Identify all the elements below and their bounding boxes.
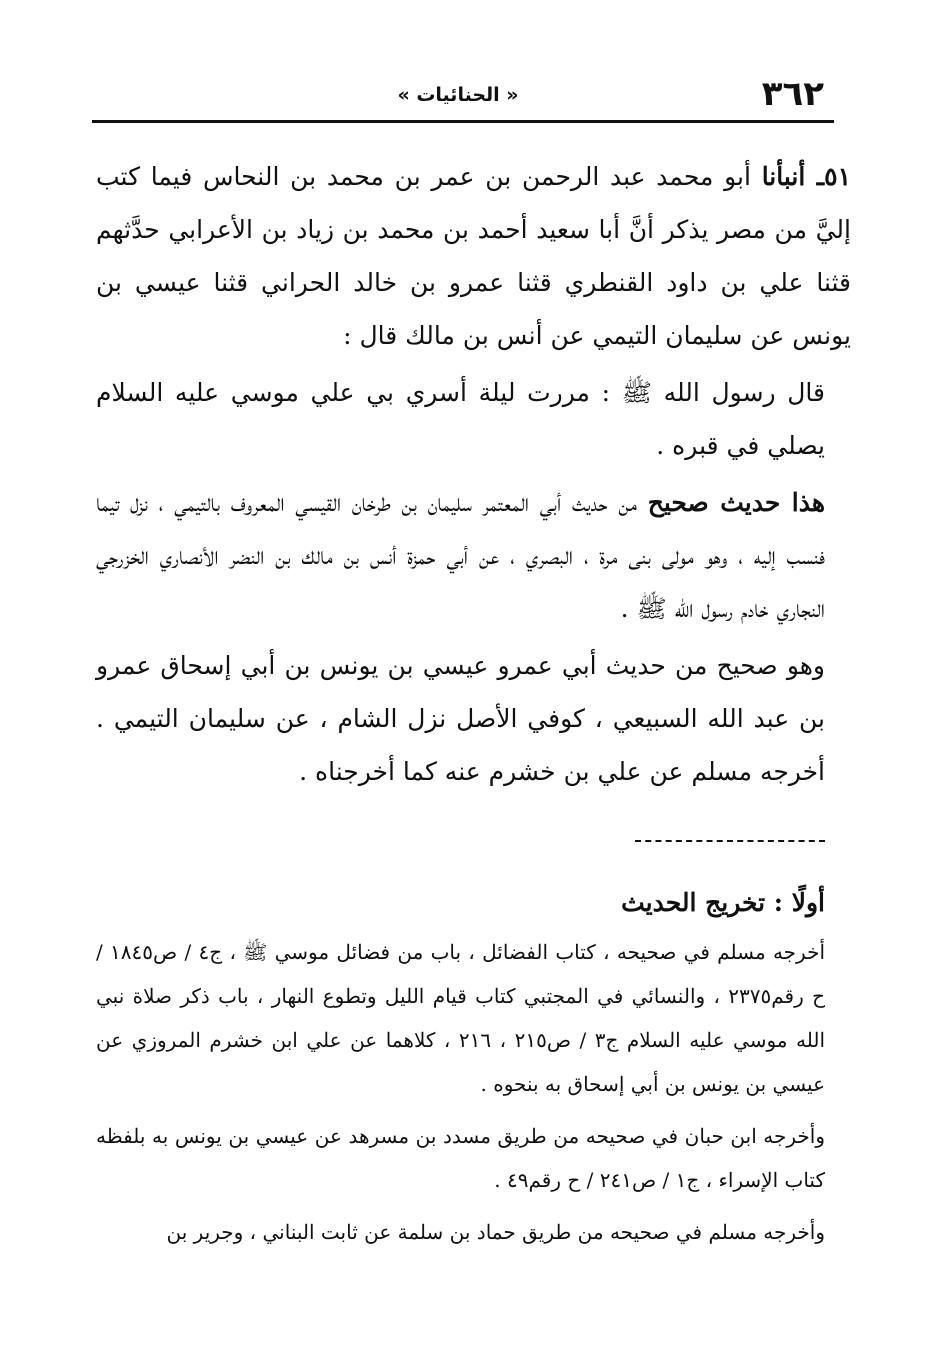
footnote-separator — [635, 840, 825, 842]
isnad-text: أبو محمد عبد الرحمن بن عمر بن محمد بن النحاس فيما كتب إليَّ من مصر يذكر أنَّ أبا سعيد أحمد بن محمد بن زياد بن الأعرابي حدَّثهم قثنا علي بن داود القنطري قثنا عمرو بن خالد الحراني قثنا عيسي بن يونس عن سليمان التيمي عن أنس بن مالك قال : — [96, 162, 851, 350]
hadith-matn-paragraph: قال رسول الله ﷺ : مررت ليلة أسري بي علي موسي عليه السلام يصلي في قبره . — [96, 378, 825, 460]
hadith-number-lead: ٥١ـ أنبأنا — [761, 162, 851, 191]
grading-text: من حديث أبي المعتمر سليمان بن طرخان القيسي المعروف بالتيمي ، نزل تيما فنسب إليه ، وهو مولى بنى مرة ، البصري ، عن أبي حمزة أنس بن مالك بن النضر الأنصاري الخزرجي النجاري خادم رسول الله ﷺ . — [96, 488, 825, 623]
header-rule — [92, 120, 834, 123]
note-paragraph: وأخرجه مسلم في صحيحه من طريق حماد بن سلمة عن ثابت البناني ، وجرير بن — [166, 1220, 825, 1244]
page-number: ٣٦٢ — [761, 74, 824, 114]
notes-heading: أولًا : تخريج الحديث — [621, 888, 825, 917]
commentary-paragraph: وهو صحيح من حديث أبي عمرو عيسي بن يونس بن أبي إسحاق عمرو بن عبد الله السبيعي ، كوفي الأصل نزل الشام ، عن سليمان التيمي . أخرجه مسلم عن علي بن خشرم عنه كما أخرجناه . — [96, 651, 825, 786]
grading-paragraph — [96, 476, 825, 635]
hadith-isnad-paragraph — [96, 150, 851, 362]
main-text — [96, 150, 851, 798]
footnotes-section — [96, 880, 825, 1262]
note-paragraph: أخرجه مسلم في صحيحه ، كتاب الفضائل ، باب من فضائل موسي ﷺ ، ج٤ / ص١٨٤٥ / ح رقم٢٣٧٥ ، والنسائي في المجتبي كتاب قيام الليل وتطوع النهار ، باب ذكر صلاة نبي الله موسي عليه السلام ج٣ / ص٢١٥ ، ٢١٦ ، كلاهما عن علي ابن خشرم المروزي عن عيسي بن يونس بن أبي إسحاق به بنحوه . — [96, 940, 826, 1096]
note-paragraph: وأخرجه ابن حبان في صحيحه من طريق مسدد بن مسرهد عن عيسي بن يونس به بلفظه كتاب الإسراء ، ج١ / ص٢٤١ / ح رقم٤٩ . — [96, 1124, 826, 1192]
page-header — [92, 70, 824, 114]
grading-lead: هذا حديث صحيح — [647, 488, 826, 517]
running-title: « الحنائيات » — [397, 84, 519, 106]
